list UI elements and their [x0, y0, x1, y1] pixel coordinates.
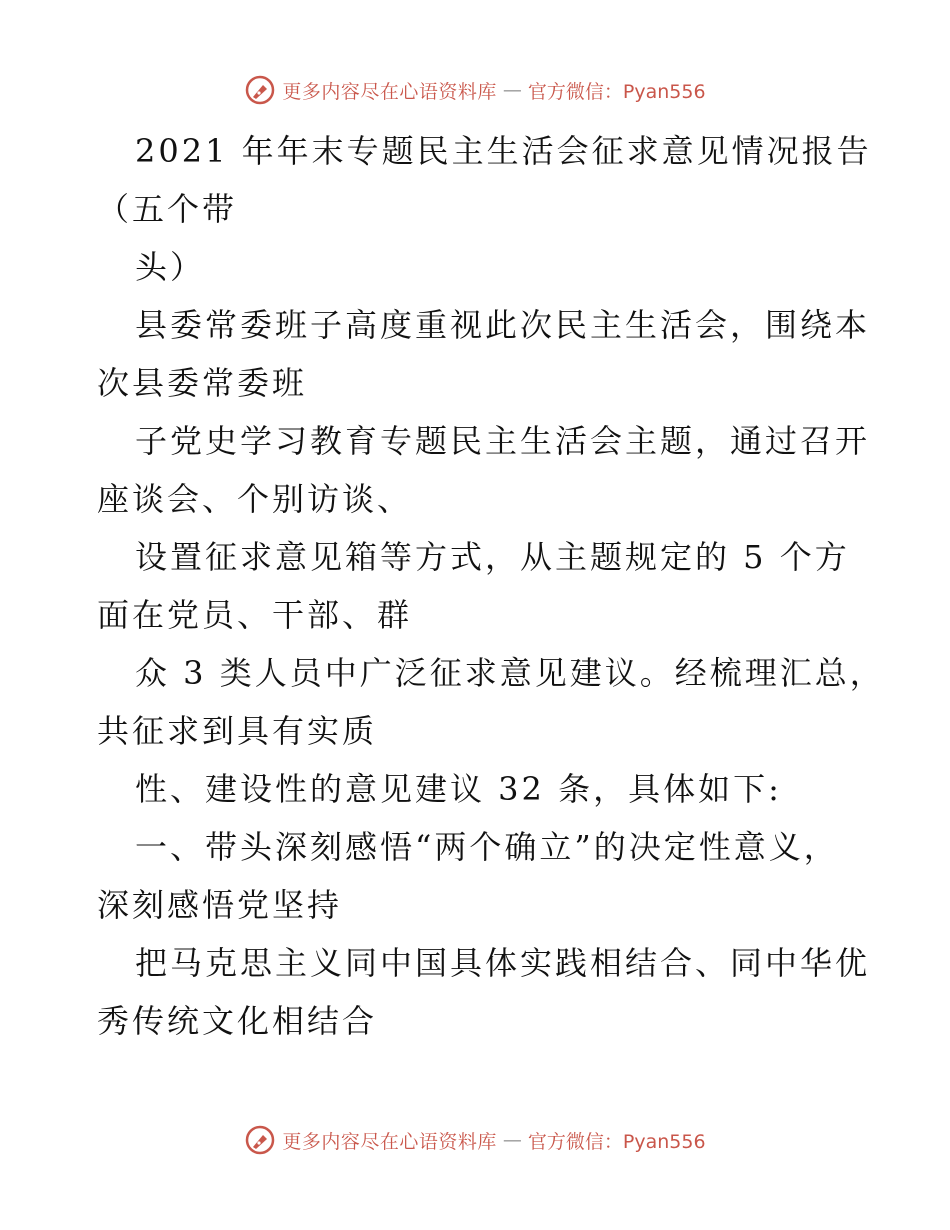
header-banner	[0, 70, 950, 110]
document-line: 子党史学习教育专题民主生活会主题，通过召开	[135, 422, 871, 460]
banner-text: 更多内容尽在心语资料库	[282, 80, 497, 103]
document-line: 次县委常委班	[97, 364, 308, 402]
banner-wechat: 官方微信：Pyan556	[527, 80, 706, 103]
document-line: 头）	[135, 248, 206, 286]
document-line: （五个带	[97, 190, 238, 228]
document-line: 座谈会、个别访谈、	[97, 480, 413, 518]
banner-separator: —	[502, 1129, 522, 1151]
document-line: 一、带头深刻感悟“两个确立”的决定性意义，	[135, 828, 839, 866]
document-line: 共征求到具有实质	[97, 712, 378, 750]
banner-separator: —	[502, 79, 522, 101]
document-line: 把马克思主义同中国具体实践相结合、同中华优	[135, 944, 871, 982]
footer-banner	[0, 1120, 950, 1160]
document-line: 面在党员、干部、群	[97, 596, 413, 634]
pen-nib-icon	[244, 1124, 276, 1156]
document-body	[97, 122, 885, 1050]
document-line: 2021 年年末专题民主生活会征求意见情况报告	[135, 132, 872, 170]
banner-text: 更多内容尽在心语资料库	[282, 1130, 497, 1153]
pen-nib-icon	[244, 74, 276, 106]
document-line: 秀传统文化相结合	[97, 1002, 378, 1040]
document-line: 众 3 类人员中广泛征求意见建议。经梳理汇总，	[135, 654, 885, 692]
document-line: 县委常委班子高度重视此次民主生活会，围绕本	[135, 306, 871, 344]
document-line: 深刻感悟党坚持	[97, 886, 343, 924]
document-line: 性、建设性的意见建议 32 条，具体如下:	[135, 770, 782, 808]
banner-wechat: 官方微信：Pyan556	[527, 1130, 706, 1153]
document-line: 设置征求意见箱等方式，从主题规定的 5 个方	[135, 538, 850, 576]
